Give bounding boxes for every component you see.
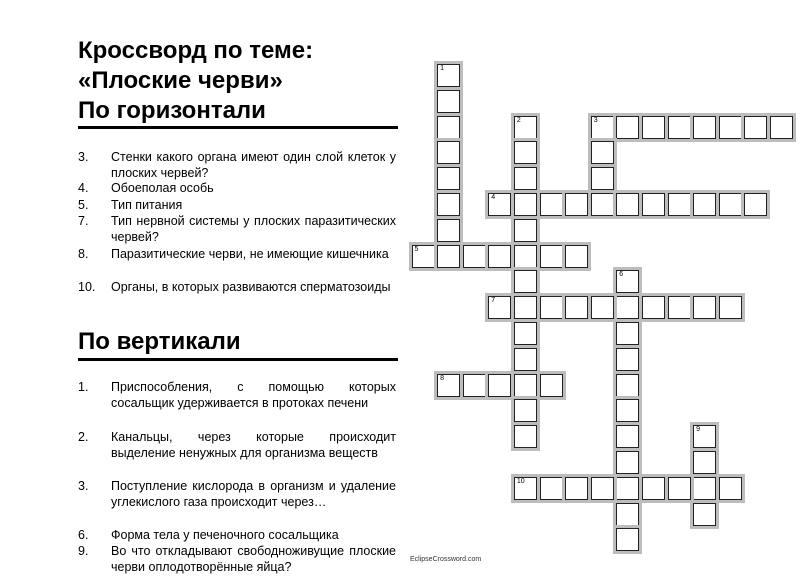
crossword-cell[interactable] [693,425,716,448]
crossword-cell[interactable] [719,116,742,139]
crossword-cell[interactable] [668,296,691,319]
crossword-cell[interactable] [488,193,511,216]
crossword-cell[interactable] [514,219,537,242]
crossword-cell[interactable] [463,245,486,268]
crossword-cell[interactable] [693,451,716,474]
crossword-cell[interactable] [565,193,588,216]
crossword-cell[interactable] [719,193,742,216]
crossword-cell[interactable] [719,477,742,500]
crossword-cell[interactable] [642,116,665,139]
across-heading: По горизонтали [78,97,266,124]
crossword-cell[interactable] [591,296,614,319]
crossword-cell[interactable] [616,193,639,216]
clue-across-5: 5. Тип питания [78,198,183,212]
clue-down-6: 6. Форма тела у печеночного сосальщика [78,528,339,542]
crossword-cell[interactable] [514,399,537,422]
crossword-cell[interactable] [488,245,511,268]
crossword-cell[interactable] [668,116,691,139]
crossword-cell[interactable] [616,348,639,371]
crossword-cell[interactable] [540,193,563,216]
clue-number-label: 5 [414,245,419,253]
clue-number-label: 2 [516,116,521,124]
crossword-cell[interactable] [437,219,460,242]
crossword-cell[interactable] [488,374,511,397]
crossword-cell[interactable] [591,141,614,164]
crossword-cell[interactable] [514,348,537,371]
crossword-cell[interactable] [668,477,691,500]
crossword-cell[interactable] [514,193,537,216]
clue-across-10: 10. Органы, в которых развиваются сперматозоиды [78,280,391,294]
title-line-1: Кроссворд по теме: [78,37,314,64]
clue-across-8: 8. Паразитические черви, не имеющие кишечника [78,247,389,261]
crossword-cell[interactable] [642,477,665,500]
clue-across-7: 7. Тип нервной системы у плоских паразитических червей? [78,214,396,244]
crossword-cell[interactable] [514,116,537,139]
crossword-cell[interactable] [488,296,511,319]
crossword-cell[interactable] [565,477,588,500]
clue-down-1: 1. Приспособления, с помощью которых сосальщик удерживается в протоках печени [78,380,396,410]
crossword-cell[interactable] [437,374,460,397]
crossword-cell[interactable] [616,528,639,551]
clue-number-label: 4 [491,194,496,201]
clue-down-2: 2. Канальцы, через которые происходит выделение ненужных для организма веществ [78,430,396,460]
crossword-cell[interactable] [565,245,588,268]
clue-number-label: 9 [696,426,700,434]
crossword-cell[interactable] [642,296,665,319]
crossword-cell[interactable] [616,322,639,345]
crossword-cell[interactable] [693,503,716,526]
crossword-cell[interactable] [693,116,716,139]
crossword-cell[interactable] [693,477,716,500]
crossword-cell[interactable] [591,167,614,190]
crossword-cell[interactable] [616,374,639,397]
crossword-cell[interactable] [437,245,460,268]
crossword-cell[interactable] [514,322,537,345]
crossword-cell[interactable] [616,477,639,500]
crossword-cell[interactable] [437,167,460,190]
clue-number-label: 3 [593,116,598,124]
clue-down-3: 3. Поступление кислорода в организм и удаление углекислого газа происходит через… [78,479,396,509]
clue-down-9: 9. Во что откладывают свободноживущие плоские черви оплодотворённые яйца? [78,544,396,574]
clue-number-label: 7 [491,297,496,305]
crossword-cell[interactable] [514,425,537,448]
crossword-cell[interactable] [540,477,563,500]
crossword-cell[interactable] [616,270,639,293]
crossword-cell[interactable] [744,193,767,216]
crossword-cell[interactable] [514,374,537,397]
crossword-cell[interactable] [463,374,486,397]
crossword-cell[interactable] [668,193,691,216]
crossword-cell[interactable] [540,296,563,319]
clue-number-label: 6 [619,271,624,279]
crossword-cell[interactable] [514,270,537,293]
down-heading: По вертикали [78,328,241,355]
clue-across-3: 3. Стенки какого органа имеют один слой клеток у плоских червей? [78,150,396,180]
crossword-cell[interactable] [437,141,460,164]
crossword-cell[interactable] [693,193,716,216]
clue-across-4: 4. Обоеполая особь [78,181,214,195]
crossword-cell[interactable] [591,193,614,216]
crossword-cell[interactable] [514,477,537,500]
crossword-cell[interactable] [514,245,537,268]
credit-text: EclipseCrossword.com [410,556,482,563]
crossword-cell[interactable] [770,116,793,139]
crossword-cell[interactable] [565,296,588,319]
crossword-cell[interactable] [437,90,460,113]
crossword-cell[interactable] [412,245,435,268]
crossword-cell[interactable] [437,64,460,87]
crossword-cell[interactable] [514,296,537,319]
crossword-cell[interactable] [642,193,665,216]
crossword-cell[interactable] [540,245,563,268]
crossword-cell[interactable] [437,116,460,139]
crossword-cell[interactable] [514,141,537,164]
crossword-cell[interactable] [591,477,614,500]
crossword-cell[interactable] [616,296,639,319]
clue-number-label: 1 [440,65,444,72]
crossword-cell[interactable] [616,451,639,474]
clue-number-label: 10 [516,477,525,485]
crossword-cell[interactable] [616,399,639,422]
clue-number-label: 8 [440,374,444,382]
crossword-cell[interactable] [437,193,460,216]
crossword-cell[interactable] [514,167,537,190]
crossword-cell[interactable] [616,425,639,448]
title-line-2: «Плоские черви» [78,67,283,94]
crossword-cell[interactable] [540,374,563,397]
crossword-cell[interactable] [616,503,639,526]
crossword-cell[interactable] [616,116,639,139]
crossword-cell[interactable] [719,296,742,319]
crossword-cell[interactable] [744,116,767,139]
crossword-cell[interactable] [591,116,614,139]
crossword-cell[interactable] [693,296,716,319]
